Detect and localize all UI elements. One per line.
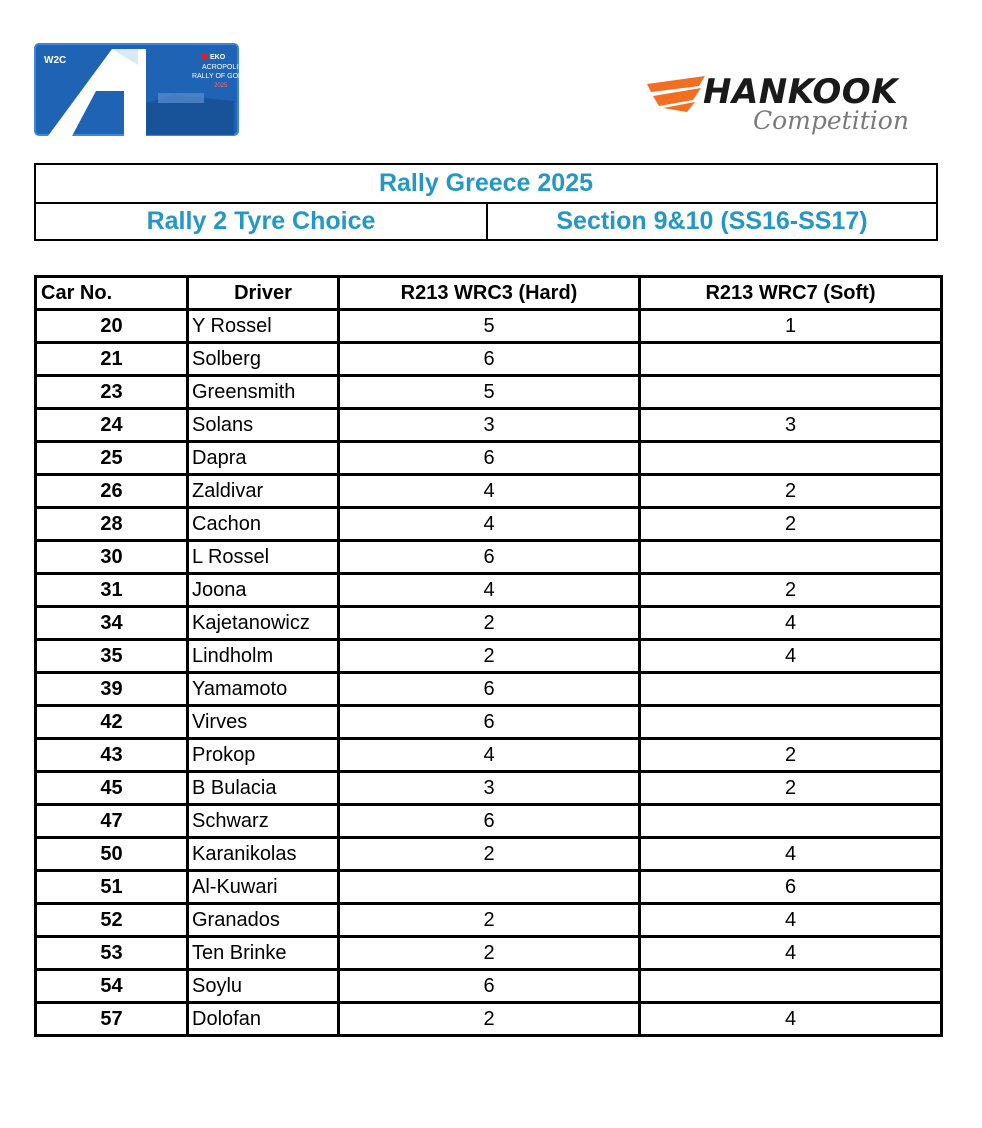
col-header-soft: R213 WRC7 (Soft): [640, 277, 942, 310]
driver-cell: Al-Kuwari: [188, 871, 339, 904]
table-row: [36, 739, 942, 772]
competition-wordmark: Competition: [753, 106, 909, 135]
table-row: [36, 508, 942, 541]
driver-cell: Greensmith: [188, 376, 339, 409]
hard-tyre-count-cell: 2: [339, 904, 640, 937]
soft-tyre-count-cell: 4: [640, 607, 942, 640]
hard-tyre-count-cell: 6: [339, 442, 640, 475]
car-number-cell: 34: [36, 607, 188, 640]
table-row: [36, 376, 942, 409]
table-row: [36, 706, 942, 739]
car-number-cell: 45: [36, 772, 188, 805]
hard-tyre-count-cell: [339, 871, 640, 904]
driver-cell: Granados: [188, 904, 339, 937]
col-header-hard: R213 WRC3 (Hard): [339, 277, 640, 310]
hard-tyre-count-cell: 6: [339, 343, 640, 376]
driver-cell: Zaldivar: [188, 475, 339, 508]
soft-tyre-count-cell: [640, 541, 942, 574]
section-subtitle: Section 9&10 (SS16-SS17): [556, 207, 868, 235]
soft-tyre-count-cell: 2: [640, 739, 942, 772]
header-box: [34, 163, 938, 241]
hard-tyre-count-cell: 2: [339, 937, 640, 970]
table-row: [36, 970, 942, 1003]
hard-tyre-count-cell: 4: [339, 475, 640, 508]
table-row: [36, 871, 942, 904]
table-row: [36, 574, 942, 607]
table-row: [36, 904, 942, 937]
soft-tyre-count-cell: 4: [640, 904, 942, 937]
soft-tyre-count-cell: 4: [640, 937, 942, 970]
soft-tyre-count-cell: 4: [640, 640, 942, 673]
acropolis-line1: ACROPOLIS: [202, 64, 243, 71]
hard-tyre-count-cell: 5: [339, 376, 640, 409]
table-row: [36, 937, 942, 970]
car-number-cell: 24: [36, 409, 188, 442]
hard-tyre-count-cell: 4: [339, 574, 640, 607]
col-header-car-no: Car No.: [36, 277, 188, 310]
driver-cell: B Bulacia: [188, 772, 339, 805]
hard-tyre-count-cell: 2: [339, 640, 640, 673]
driver-cell: L Rossel: [188, 541, 339, 574]
hard-tyre-count-cell: 3: [339, 772, 640, 805]
driver-cell: Soylu: [188, 970, 339, 1003]
soft-tyre-count-cell: 4: [640, 838, 942, 871]
soft-tyre-count-cell: 2: [640, 508, 942, 541]
table-row: [36, 640, 942, 673]
hard-tyre-count-cell: 6: [339, 706, 640, 739]
car-number-cell: 23: [36, 376, 188, 409]
acropolis-line2: RALLY OF GODS: [192, 73, 248, 80]
car-number-cell: 50: [36, 838, 188, 871]
soft-tyre-count-cell: [640, 805, 942, 838]
soft-tyre-count-cell: [640, 343, 942, 376]
hard-tyre-count-cell: 4: [339, 508, 640, 541]
table-row: [36, 673, 942, 706]
table-row: [36, 541, 942, 574]
hankook-swoosh-icon: [645, 74, 707, 114]
hard-tyre-count-cell: 3: [339, 409, 640, 442]
table-row: [36, 1003, 942, 1036]
soft-tyre-count-cell: 2: [640, 475, 942, 508]
car-number-cell: 43: [36, 739, 188, 772]
car-number-cell: 53: [36, 937, 188, 970]
page-title: Rally Greece 2025: [378, 169, 594, 197]
car-number-cell: 35: [36, 640, 188, 673]
hard-tyre-count-cell: 4: [339, 739, 640, 772]
soft-tyre-count-cell: [640, 376, 942, 409]
driver-cell: Joona: [188, 574, 339, 607]
car-number-cell: 26: [36, 475, 188, 508]
car-number-cell: 30: [36, 541, 188, 574]
subtitle-right-cell: [488, 204, 936, 239]
acropolis-year: 2025: [214, 83, 228, 89]
car-number-cell: 28: [36, 508, 188, 541]
car-number-cell: 31: [36, 574, 188, 607]
car-number-cell: 25: [36, 442, 188, 475]
subtitle-left-cell: [36, 204, 488, 239]
table-row: [36, 838, 942, 871]
driver-cell: Kajetanowicz: [188, 607, 339, 640]
driver-cell: Karanikolas: [188, 838, 339, 871]
hankook-competition-logo: [645, 70, 935, 150]
driver-cell: Solberg: [188, 343, 339, 376]
car-number-cell: 52: [36, 904, 188, 937]
car-number-cell: 57: [36, 1003, 188, 1036]
hard-tyre-count-cell: 6: [339, 805, 640, 838]
wrc-mark: W2C: [44, 55, 67, 66]
soft-tyre-count-cell: 2: [640, 574, 942, 607]
tyre-choice-subtitle: Rally 2 Tyre Choice: [146, 207, 376, 235]
soft-tyre-count-cell: 3: [640, 409, 942, 442]
soft-tyre-count-cell: 4: [640, 1003, 942, 1036]
tyre-choice-table: [34, 275, 943, 1037]
soft-tyre-count-cell: 2: [640, 772, 942, 805]
hard-tyre-count-cell: 6: [339, 970, 640, 1003]
table-row: [36, 442, 942, 475]
soft-tyre-count-cell: 6: [640, 871, 942, 904]
hard-tyre-count-cell: 2: [339, 838, 640, 871]
hard-tyre-count-cell: 5: [339, 310, 640, 343]
car-number-cell: 21: [36, 343, 188, 376]
table-header-row: [36, 277, 942, 310]
acropolis-rally-logo: [34, 43, 248, 136]
col-header-driver: Driver: [188, 277, 339, 310]
car-number-cell: 39: [36, 673, 188, 706]
driver-cell: Ten Brinke: [188, 937, 339, 970]
driver-cell: Solans: [188, 409, 339, 442]
driver-cell: Y Rossel: [188, 310, 339, 343]
hard-tyre-count-cell: 6: [339, 673, 640, 706]
eko-mark: EKO: [210, 54, 226, 61]
table-row: [36, 310, 942, 343]
hard-tyre-count-cell: 2: [339, 1003, 640, 1036]
table-row: [36, 343, 942, 376]
table-row: [36, 607, 942, 640]
driver-cell: Dapra: [188, 442, 339, 475]
table-row: [36, 475, 942, 508]
title-row: [36, 165, 936, 204]
subtitle-row: [36, 204, 936, 239]
driver-cell: Dolofan: [188, 1003, 339, 1036]
car-number-cell: 47: [36, 805, 188, 838]
driver-cell: Lindholm: [188, 640, 339, 673]
car-number-cell: 51: [36, 871, 188, 904]
table-row: [36, 805, 942, 838]
driver-cell: Cachon: [188, 508, 339, 541]
car-number-cell: 20: [36, 310, 188, 343]
driver-cell: Virves: [188, 706, 339, 739]
car-number-cell: 42: [36, 706, 188, 739]
soft-tyre-count-cell: 1: [640, 310, 942, 343]
soft-tyre-count-cell: [640, 442, 942, 475]
driver-cell: Prokop: [188, 739, 339, 772]
hankook-wordmark: HANKOOK: [703, 72, 899, 112]
driver-cell: Yamamoto: [188, 673, 339, 706]
driver-cell: Schwarz: [188, 805, 339, 838]
soft-tyre-count-cell: [640, 970, 942, 1003]
table-row: [36, 772, 942, 805]
soft-tyre-count-cell: [640, 706, 942, 739]
soft-tyre-count-cell: [640, 673, 942, 706]
table-row: [36, 409, 942, 442]
car-number-cell: 54: [36, 970, 188, 1003]
hard-tyre-count-cell: 6: [339, 541, 640, 574]
hard-tyre-count-cell: 2: [339, 607, 640, 640]
